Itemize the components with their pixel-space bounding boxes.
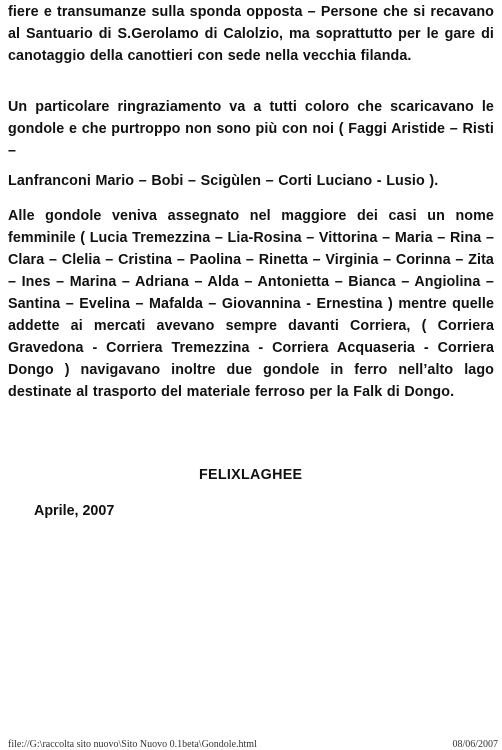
- paragraph-ringraziamento: Un particolare ringraziamento va a tutti coloro che scaricavano le gondole e che purtroppo non sono più con noi ( Faggi Aristide – Risti –: [8, 99, 494, 159]
- paragraph-transumanze: fiere e transumanze sulla sponda opposta – Persone che si recavano al Santuario di S.Gerolamo di Calolzio, ma soprattutto per le gare di canotaggio della canottieri con sede nella vecchia filanda.: [8, 4, 494, 64]
- paragraph-names: Lanfranconi Mario – Bobi – Scigùlen – Corti Luciano - Lusio ).: [8, 173, 439, 189]
- footer-file-path: file://G:\raccolta sito nuovo\Sito Nuovo 0.1beta\Gondole.html: [8, 739, 257, 750]
- document-date: Aprile, 2007: [34, 503, 115, 519]
- paragraph-gondole-names: Alle gondole veniva assegnato nel maggiore dei casi un nome femminile ( Lucia Tremezzina – Lia-Rosina – Vittorina – Maria – Rina – Clara – Clelia – Cristina – Paolina – Rinetta – Virginia – Corinna – Zita – Ines – Marina – Adriana – Alda – Antonietta – Bianca – Angiolina – Santina – Evelina – Mafalda – Giovannina - Ernestina ) mentre quelle addette ai mercati avevano sempre davanti Corriera, ( Corriera Gravedona - Corriera Tremezzina - Corriera Acquaseria - Corriera Dongo ) navigavano inoltre due gondole in ferro nell’alto lago destinate al trasporto del materiale ferroso per la Falk di Dongo.: [8, 208, 494, 400]
- author-signature: FELIXLAGHEE: [199, 467, 303, 483]
- footer-print-date: 08/06/2007: [452, 739, 498, 750]
